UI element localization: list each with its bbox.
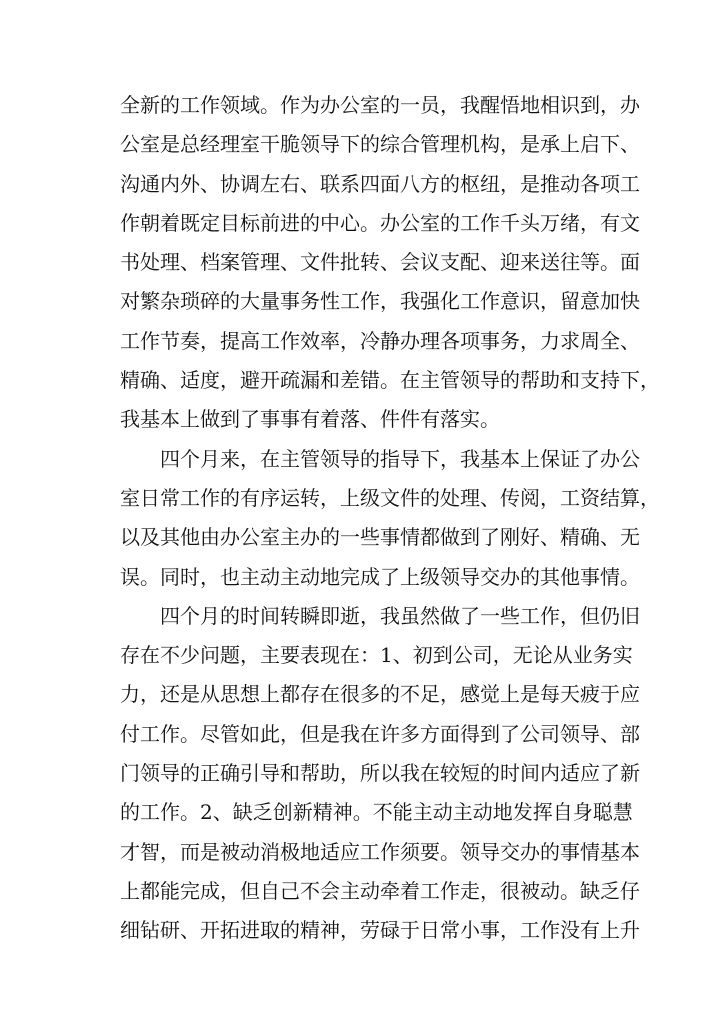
text-line: 门领导的正确引导和帮助，所以我在较短的时间内适应了新 bbox=[120, 761, 640, 786]
paragraph-2 bbox=[120, 440, 660, 597]
text-line: 误。同时，也主动主动地完成了上级领导交办的其他事情。 bbox=[120, 564, 640, 589]
text-line: 室日常工作的有序运转，上级文件的处理、传阅，工资结算， bbox=[120, 485, 660, 510]
text-line: 上都能完成，但自己不会主动牵着工作走，很被动。缺乏仔 bbox=[120, 878, 640, 903]
text-line: 力，还是从思想上都存在很多的不足，感觉上是每天疲于应 bbox=[120, 682, 640, 707]
text-line: 存在不少问题，主要表现在：1、初到公司，无论从业务实 bbox=[120, 643, 633, 668]
text-line: 作朝着既定目标前进的中心。办公室的工作千头万绪，有文 bbox=[120, 210, 640, 235]
text-line: 四个月的时间转瞬即逝，我虽然做了一些工作，但仍旧 bbox=[160, 603, 640, 628]
text-line: 我基本上做到了事事有着落、件件有落实。 bbox=[120, 407, 500, 432]
document-body bbox=[120, 86, 660, 951]
text-line: 四个月来，在主管领导的指导下，我基本上保证了办公 bbox=[160, 446, 640, 471]
text-line: 公室是总经理室干脆领导下的综合管理机构，是承上启下、 bbox=[120, 132, 640, 157]
text-line: 书处理、档案管理、文件批转、会议支配、迎来送往等。面 bbox=[120, 250, 640, 275]
text-line: 的工作。2、缺乏创新精神。不能主动主动地发挥自身聪慧 bbox=[120, 800, 633, 825]
text-line: 工作节奏，提高工作效率，冷静办理各项事务，力求周全、 bbox=[120, 328, 640, 353]
text-line: 才智，而是被动消极地适应工作须要。领导交办的事情基本 bbox=[120, 839, 640, 864]
paragraph-1 bbox=[120, 86, 660, 440]
text-line: 精确、适度，避开疏漏和差错。在主管领导的帮助和支持下， bbox=[120, 368, 660, 393]
text-line: 全新的工作领域。作为办公室的一员，我醒悟地相识到，办 bbox=[120, 93, 640, 117]
text-line: 细钻研、开拓进取的精神，劳碌于日常小事，工作没有上升 bbox=[120, 918, 640, 943]
text-line: 以及其他由办公室主办的一些事情都做到了刚好、精确、无 bbox=[120, 525, 640, 550]
paragraph-3 bbox=[120, 597, 640, 951]
text-line: 付工作。尽管如此，但是我在许多方面得到了公司领导、部 bbox=[120, 721, 640, 746]
text-line: 沟通内外、协调左右、联系四面八方的枢纽，是推动各项工 bbox=[120, 171, 640, 196]
text-line: 对繁杂琐碎的大量事务性工作，我强化工作意识，留意加快 bbox=[120, 289, 640, 314]
